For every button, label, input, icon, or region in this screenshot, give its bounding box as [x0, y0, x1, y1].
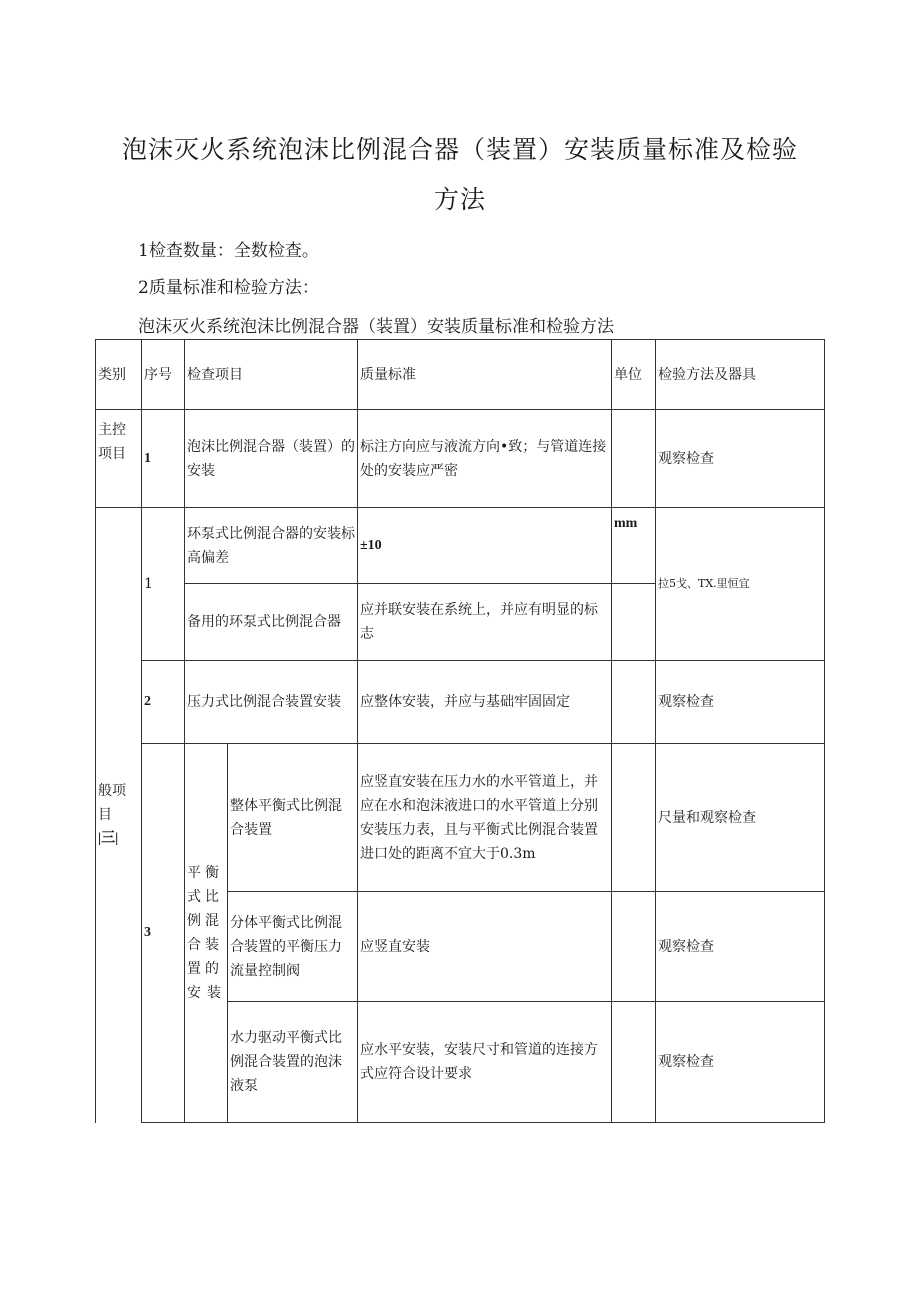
- standard-cell: 标注方向应与液流方向•致；与管道连接处的安装应严密: [358, 410, 612, 508]
- category-general-mark: |三|: [98, 831, 119, 847]
- standard-cell: 应竖直安装: [358, 892, 612, 1002]
- table-header-row: [96, 340, 825, 410]
- method-cell: 观察检查: [656, 892, 825, 1002]
- sub-item-cell: 整体平衡式比例混合装置: [228, 744, 358, 892]
- inspection-quantity-text: 1检查数量：全数检查。: [138, 241, 319, 261]
- quality-standard-table: [95, 339, 825, 1123]
- category-main: 主控项目: [96, 410, 142, 508]
- seq-cell: 3: [142, 744, 185, 1123]
- document-title-line1: 泡沫灭火系统泡沫比例混合器（装置）安装质量标准及检验: [121, 135, 798, 164]
- sub-item-cell: 分体平衡式比例混合装置的平衡压力流量控制阀: [228, 892, 358, 1002]
- seq-cell: 2: [142, 661, 185, 744]
- standard-cell: 应整体安装，并应与基础牢固固定: [358, 661, 612, 744]
- header-category: 类别: [96, 340, 142, 410]
- item-cell: 备用的环泵式比例混合器: [185, 584, 358, 661]
- unit-cell: [612, 584, 656, 661]
- header-standard: 质量标准: [358, 340, 612, 410]
- document-title-line2: 方法: [433, 185, 486, 214]
- item-cell: 泡沫比例混合器（装置）的安装: [185, 410, 358, 508]
- table-row: [96, 661, 825, 744]
- item-cell: 环泵式比例混合器的安装标高偏差: [185, 508, 358, 584]
- header-seq: 序号: [142, 340, 185, 410]
- table-row: [96, 410, 825, 508]
- method-cell: 观察检查: [656, 1002, 825, 1123]
- category-general-label: 般项目: [98, 783, 126, 824]
- method-cell: 拉5戈、TX.里恒宜: [656, 508, 825, 661]
- standard-cell: 应水平安装，安装尺寸和管道的连接方式应符合设计要求: [358, 1002, 612, 1123]
- unit-cell: [612, 744, 656, 892]
- unit-cell: mm: [612, 508, 656, 584]
- category-general: [96, 508, 142, 1123]
- table-row: [96, 744, 825, 892]
- unit-cell: [612, 410, 656, 508]
- unit-cell: [612, 892, 656, 1002]
- item-cell: 压力式比例混合装置安装: [185, 661, 358, 744]
- seq-cell: 1: [142, 508, 185, 661]
- unit-cell: [612, 1002, 656, 1123]
- table-row: [96, 508, 825, 584]
- header-unit: 单位: [612, 340, 656, 410]
- unit-cell: [612, 661, 656, 744]
- seq-cell: 1: [142, 410, 185, 508]
- method-cell: 观察检查: [656, 410, 825, 508]
- method-cell: 尺量和观察检查: [656, 744, 825, 892]
- group-cell: 平衡式比例混合装置的安装: [185, 744, 228, 1123]
- standard-cell: 应竖直安装在压力水的水平管道上，并应在水和泡沫液进口的水平管道上分别安装压力表，且与平衡式比例混合装置进口处的距离不宜大于0.3m: [358, 744, 612, 892]
- table-caption: 泡沫灭火系统泡沫比例混合器（装置）安装质量标准和检验方法: [138, 317, 614, 337]
- standard-cell: 应并联安装在系统上，并应有明显的标志: [358, 584, 612, 661]
- header-item: 检查项目: [185, 340, 358, 410]
- method-cell: 观察检查: [656, 661, 825, 744]
- header-method: 检验方法及器具: [656, 340, 825, 410]
- quality-standard-heading: 2质量标准和检验方法：: [138, 278, 319, 298]
- standard-cell: ±10: [358, 508, 612, 584]
- sub-item-cell: 水力驱动平衡式比例混合装置的泡沫液泵: [228, 1002, 358, 1123]
